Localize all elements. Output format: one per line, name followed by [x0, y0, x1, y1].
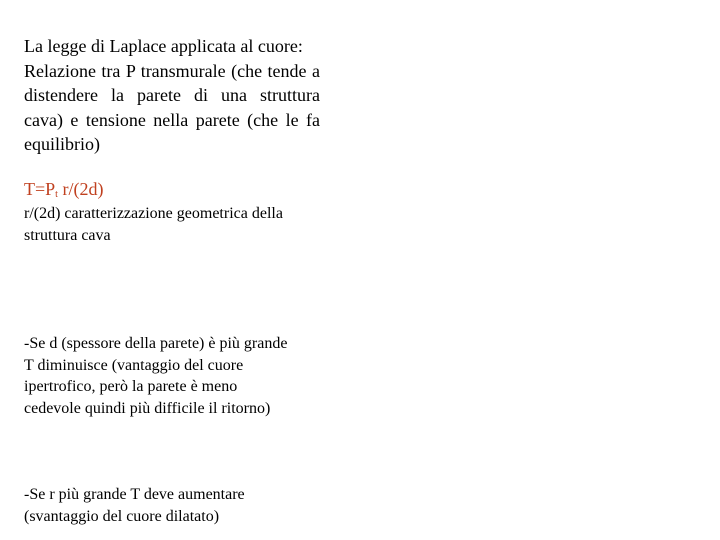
geometry-note-line: struttura cava [24, 227, 111, 244]
point-wall-thickness [24, 333, 324, 419]
formula-rhs: r/(2d) [57, 179, 104, 199]
point-line: -Se r più grande T deve aumentare [24, 486, 245, 503]
point-line: (svantaggio del cuore dilatato) [24, 507, 220, 525]
point-line: ipertrofico, però la parete è meno [24, 378, 238, 395]
point-radius [24, 484, 324, 527]
point-line: T diminuisce (vantaggio del cuore [24, 356, 244, 374]
laplace-formula [24, 178, 103, 206]
geometry-note-line: r/(2d) caratterizzazione geometrica della [24, 205, 283, 222]
formula-subscript: t [55, 189, 58, 200]
intro-body: Relazione tra P transmurale (che tende a distendere la parete di una struttura cava) e tensione nella parete (che le fa equilibrio) [24, 60, 320, 154]
formula-lhs: T=P [24, 179, 56, 199]
point-line: -Se d (spessore della parete) è più grande [24, 335, 288, 352]
intro-heading: La legge di Laplace applicata al cuore: [24, 36, 303, 56]
geometry-note [24, 203, 324, 247]
point-line: cedevole quindi più difficile il ritorno) [24, 399, 271, 417]
intro-text [24, 34, 320, 157]
